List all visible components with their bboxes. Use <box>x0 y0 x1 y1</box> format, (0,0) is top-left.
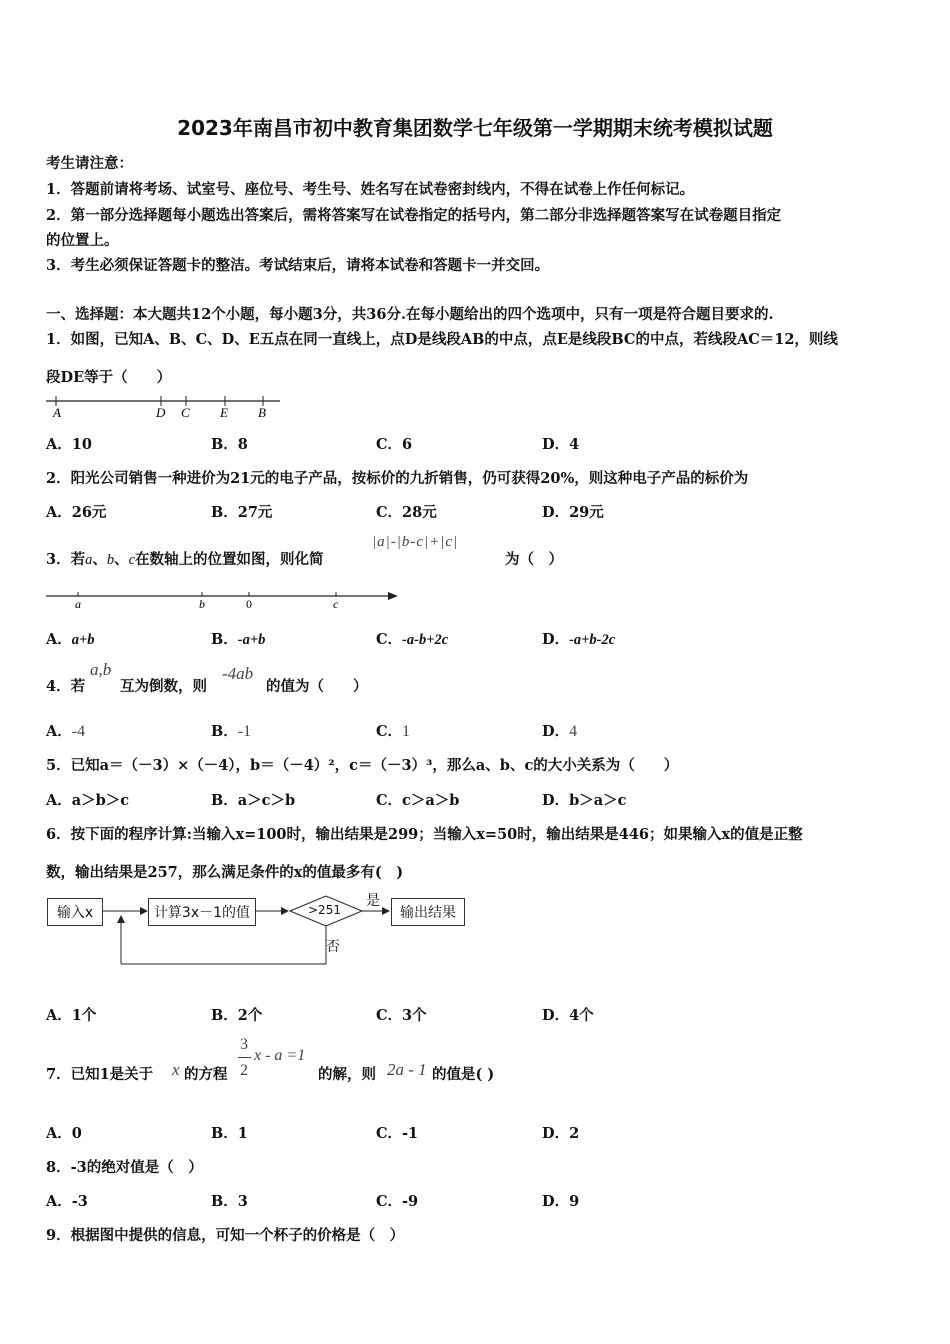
notice-item: 2．第一部分选择题每小题选出答案后，需将答案写在试卷指定的括号内，第二部分非选择题答案写在试卷题目指定 <box>46 207 782 224</box>
q6-arrow-head <box>117 915 125 923</box>
q1-text-line2: 段DE等于（ ） <box>46 369 172 386</box>
q7-frac-den: 2 <box>240 1062 248 1079</box>
q5-option-d[interactable]: D．b＞a＞c <box>542 792 627 809</box>
q1-point-label: E <box>220 405 228 419</box>
notice-item: 的位置上。 <box>46 232 119 249</box>
q8-option-c[interactable]: C．-9 <box>376 1193 419 1210</box>
q8-option-b[interactable]: B．3 <box>211 1193 248 1210</box>
q7-option-a[interactable]: A．0 <box>46 1125 82 1142</box>
q7-mid: 的方程 <box>184 1066 228 1083</box>
q5-option-a[interactable]: A．a＞b＞c <box>46 792 130 809</box>
q7-equation-rest: x - a =1 <box>254 1047 306 1064</box>
q6-option-a[interactable]: A．1个 <box>46 1007 97 1024</box>
q1-point-label: A <box>53 405 61 419</box>
q4-option-a[interactable]: A．-4 <box>46 723 86 740</box>
q8-text: 8．-3的绝对值是（ ） <box>46 1159 203 1176</box>
q5-option-b[interactable]: B．a＞c＞b <box>211 792 296 809</box>
q6-compute-box: 计算3x－1的值 <box>148 898 256 926</box>
q2-text: 2．阳光公司销售一种进价为21元的电子产品，按标价的九折销售，仍可获得20%，则这种电子产品的标价为 <box>46 470 749 487</box>
q1-point-label: D <box>156 405 166 419</box>
q4-pre: 4．若 <box>46 678 86 695</box>
q1-point-label: C <box>181 405 190 419</box>
q6-option-c[interactable]: C．3个 <box>376 1007 427 1024</box>
q2-option-a[interactable]: A．26元 <box>46 504 107 521</box>
q5-option-c[interactable]: C．c＞a＞b <box>376 792 460 809</box>
q3-sep: 、 <box>92 551 107 568</box>
q6-arrow-head <box>140 907 148 915</box>
q4-option-c[interactable]: C．1 <box>376 723 411 740</box>
q3-text <box>46 548 324 569</box>
q6-arrow-head <box>382 907 390 915</box>
q3-axis-label: c <box>333 597 339 611</box>
notice-item: 1．答题前请将考场、试室号、座位号、考生号、姓名写在试卷密封线内，不得在试卷上作任何标记。 <box>46 181 695 198</box>
q1-option-c[interactable]: C．6 <box>376 436 413 453</box>
q6-no-label: 否 <box>326 939 340 955</box>
q6-flowchart <box>44 890 474 970</box>
page-title: 2023年南昌市初中教育集团数学七年级第一学期期末统考模拟试题 <box>177 116 773 140</box>
section-heading: 一、选择题：本大题共12个小题，每小题3分，共36分.在每小题给出的四个选项中，只有一项是符合题目要求的. <box>46 306 774 323</box>
q2-option-c[interactable]: C．28元 <box>376 504 437 521</box>
q3-option-c[interactable]: C．-a-b+2c <box>376 631 449 648</box>
q7-option-c[interactable]: C．-1 <box>376 1125 419 1142</box>
q3-axis-label: a <box>75 597 81 611</box>
q8-option-a[interactable]: A．-3 <box>46 1193 88 1210</box>
q7-var-x: x <box>172 1060 180 1079</box>
q1-point-label: B <box>258 405 266 419</box>
q3-var-a: a <box>85 552 93 568</box>
q7-option-d[interactable]: D．2 <box>542 1125 580 1142</box>
q9-text: 9．根据图中提供的信息，可知一个杯子的价格是（ ） <box>46 1227 405 1244</box>
q4-option-b[interactable]: B．-1 <box>211 723 252 740</box>
q3-axis-label: 0 <box>246 597 252 611</box>
q3-var-b: b <box>106 552 115 568</box>
q3-option-a[interactable]: A．a+b <box>46 631 95 648</box>
q3-expression: |a|-|b-c|+|c| <box>372 534 459 550</box>
q7-frac-num: 3 <box>240 1036 248 1053</box>
q3-option-b[interactable]: B．-a+b <box>211 631 266 648</box>
q2-option-d[interactable]: D．29元 <box>542 504 604 521</box>
q5-text: 5．已知a＝（－3）×（－4），b＝（－4）²，c＝（－3）³，那么a、b、c的大小关系为（ ） <box>46 757 679 774</box>
notice-heading: 考生请注意： <box>46 155 133 172</box>
q7-pre: 7．已知1是关于 <box>46 1066 154 1083</box>
q3-pre: 3．若 <box>46 551 86 568</box>
q4-expression: -4ab <box>222 664 254 683</box>
q3-sep: 、 <box>114 551 129 568</box>
q3-post: 为（ ） <box>505 551 563 568</box>
q8-option-d[interactable]: D．9 <box>542 1193 580 1210</box>
q6-arrow-head <box>281 907 289 915</box>
q3-var-c: c <box>128 552 136 568</box>
q6-option-d[interactable]: D．4个 <box>542 1007 594 1024</box>
q7-frac-bar <box>238 1057 251 1058</box>
notice-item: 3．考生必须保证答题卡的整洁。考试结束后，请将本试卷和答题卡一并交回。 <box>46 257 550 274</box>
q7-expression: 2a - 1 <box>387 1060 427 1079</box>
q7-post2: 的值是( ) <box>432 1066 495 1083</box>
q4-mid: 互为倒数，则 <box>120 678 207 695</box>
q2-option-b[interactable]: B．27元 <box>211 504 273 521</box>
q1-option-b[interactable]: B．8 <box>211 436 248 453</box>
q7-post: 的解，则 <box>318 1066 376 1083</box>
q3-axis-arrow <box>388 592 398 600</box>
q3-option-d[interactable]: D．-a+b-2c <box>542 631 616 648</box>
q1-option-a[interactable]: A．10 <box>46 436 92 453</box>
q4-vars: a,b <box>90 660 112 679</box>
q7-option-b[interactable]: B．1 <box>211 1125 248 1142</box>
q4-post: 的值为（ ） <box>266 678 368 695</box>
q6-text-line1: 6．按下面的程序计算:当输入x=100时，输出结果是299；当输入x=50时，输出结果是446；如果输入x的值是正整 <box>46 826 803 843</box>
q6-condition-label: >251 <box>308 903 341 917</box>
q1-option-d[interactable]: D．4 <box>542 436 580 453</box>
q4-option-d[interactable]: D．4 <box>542 723 578 740</box>
q6-text-line2: 数，输出结果是257，那么满足条件的x的值最多有( ) <box>46 864 404 881</box>
q6-option-b[interactable]: B．2个 <box>211 1007 263 1024</box>
q6-input-box: 输入x <box>47 898 103 926</box>
q6-yes-label: 是 <box>366 893 380 909</box>
q1-text-line1: 1．如图，已知A、B、C、D、E五点在同一直线上，点D是线段AB的中点，点E是线段BC的中点，若线段AC＝12，则线 <box>46 331 838 348</box>
q3-axis-label: b <box>199 597 205 611</box>
q3-number-line <box>44 588 404 612</box>
q6-output-box: 输出结果 <box>391 898 465 926</box>
q3-mid: 在数轴上的位置如图，则化简 <box>135 551 324 568</box>
q1-segment-figure <box>44 395 284 419</box>
